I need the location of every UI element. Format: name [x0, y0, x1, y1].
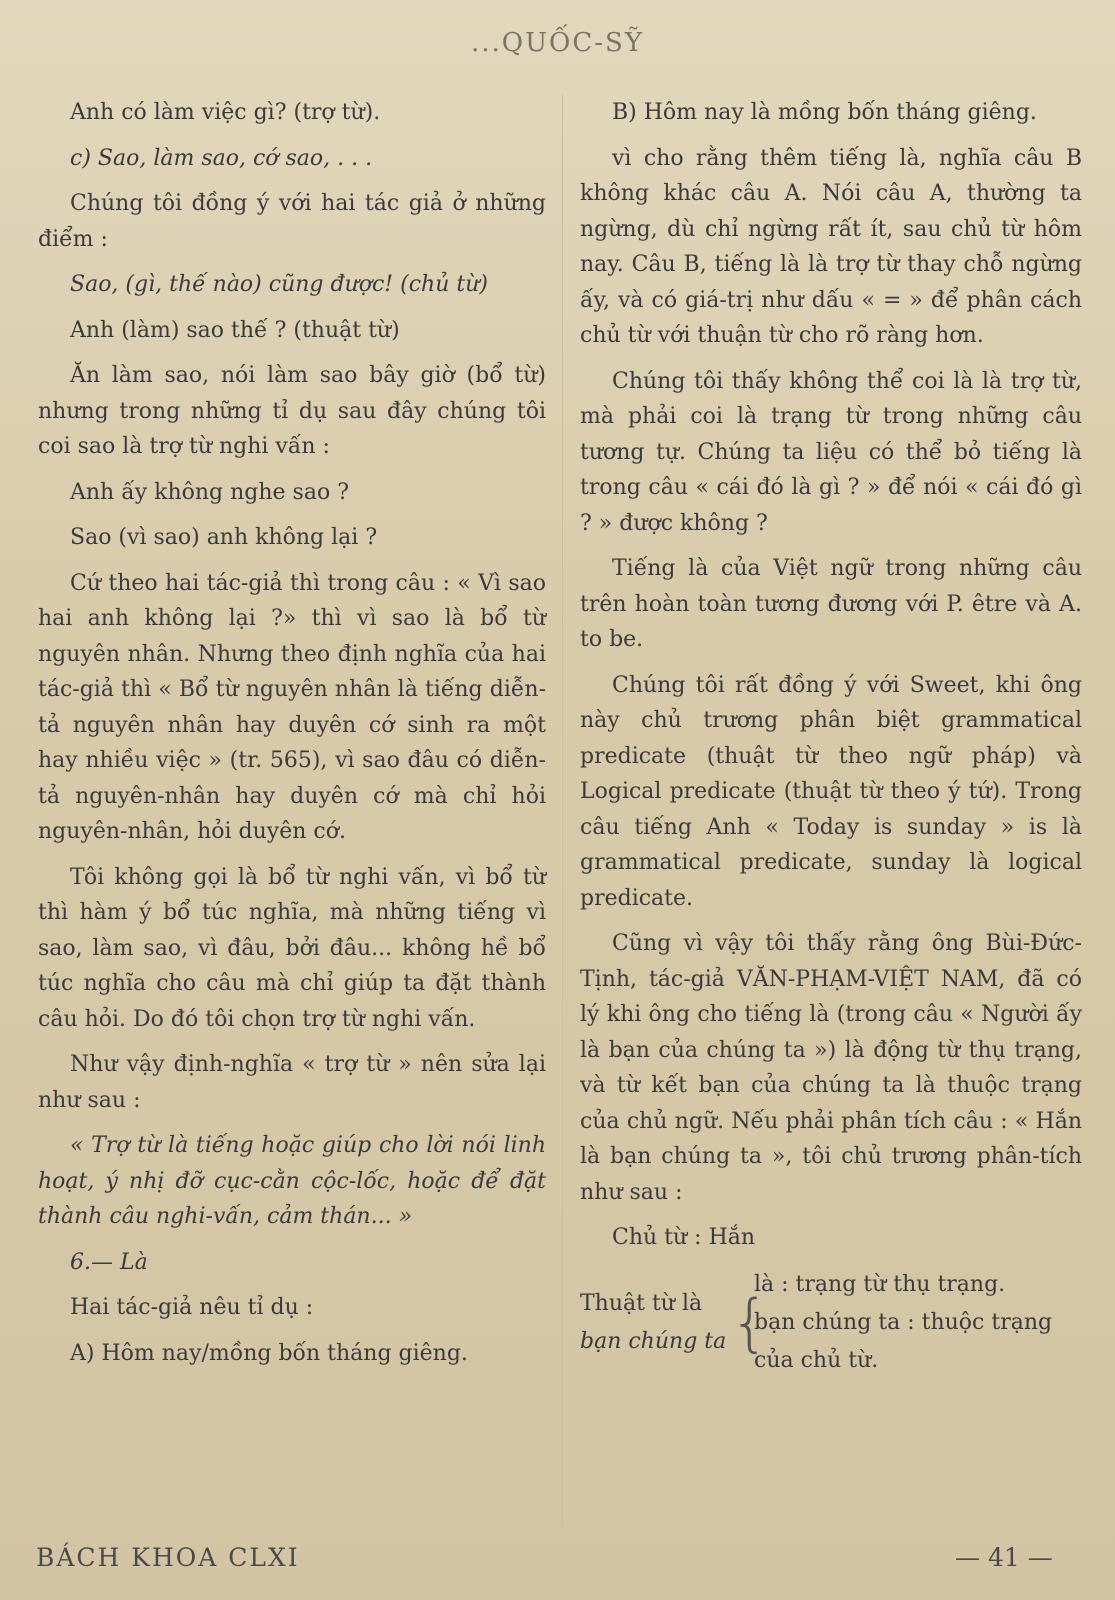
analysis-label: Thuật từ là: [580, 1290, 703, 1316]
page-number: — 41 —: [955, 1543, 1053, 1572]
paragraph: Sao (vì sao) anh không lại ?: [70, 525, 378, 550]
paragraph: Như vậy định-nghĩa « trợ từ » nên sửa lại như sau :: [38, 1052, 546, 1113]
paragraph: Anh có làm việc gì? (trợ từ).: [70, 100, 381, 125]
paragraph: Chúng tôi thấy không thể coi là là trợ từ, mà phải coi là trạng từ trong những câu tương tự. Chúng ta liệu có thể bỏ tiếng là trong câu « cái đó là gì ? » để nói « cái đó gì ? » được không ?: [580, 368, 1082, 536]
left-column: [38, 95, 546, 1381]
paragraph: Chủ từ : Hắn: [612, 1225, 756, 1250]
paragraph: Chúng tôi đồng ý với hai tác giả ở những điểm :: [38, 191, 546, 252]
paragraph: vì cho rằng thêm tiếng là, nghĩa câu B không khác câu A. Nói câu A, thường ta ngừng, dù chỉ ngừng rất ít, sau chủ từ hôm nay. Câu B, tiếng là là trợ từ thay chỗ ngừng ấy, và có giá-trị như dấu « = » để phân cách chủ từ với thuận từ cho rõ ràng hơn.: [580, 145, 1082, 348]
definition-quote: « Trợ từ là tiếng hoặc giúp cho lời nói linh hoạt, ý nhị đỡ cục-cằn cộc-lốc, hoặc để đặt thành câu nghi-vấn, cảm thán... »: [38, 1133, 546, 1229]
column-divider: [562, 95, 563, 1525]
paragraph: Ăn làm sao, nói làm sao bây giờ (bổ từ) nhưng trong những tỉ dụ sau đây chúng tôi coi sao là trợ từ nghi vấn :: [38, 363, 546, 459]
paragraph: Tôi không gọi là bổ từ nghi vấn, vì bổ từ thì hàm ý bổ túc nghĩa, mà những tiếng vì sao, làm sao, vì đâu, bởi đâu... không hề bổ túc nghĩa cho câu mà chỉ giúp ta đặt thành câu hỏi. Do đó tôi chọn trợ từ nghi vấn.: [38, 864, 546, 1032]
paragraph: Anh ấy không nghe sao ?: [70, 479, 349, 505]
running-header: ...QUỐC-SỸ: [471, 28, 644, 58]
paragraph: Anh (làm) sao thế ? (thuật từ): [70, 317, 400, 343]
paragraph: Sao, (gì, thế nào) cũng được! (chủ từ): [70, 272, 488, 297]
paragraph: Chúng tôi rất đồng ý với Sweet, khi ông này chủ trương phân biệt grammatical predicate (thuật từ theo ngữ pháp) và Logical predicate (thuật từ theo ý tứ). Trong câu tiếng Anh « Today is sunday » is là grammatical predicate, sunday là logical predicate.: [580, 672, 1082, 911]
right-column: [580, 95, 1082, 1380]
paragraph: Cứ theo hai tác-giả thì trong câu : « Vì sao hai anh không lại ?» thì vì sao là bổ từ nguyên nhân. Nhưng theo định nghĩa của hai tác-giả thì « Bổ từ nguyên nhân là tiếng diễn-tả nguyên nhân hay duyên cớ sinh ra một hay nhiều việc » (tr. 565), vì sao đâu có diễn-tả nguyên-nhân hay duyên cớ mà chỉ hỏi nguyên-nhân, hỏi duyên cớ.: [38, 570, 546, 844]
analysis-definition: bạn chúng ta : thuộc trạng của chủ từ.: [754, 1309, 1053, 1373]
analysis-block: [580, 1266, 1082, 1380]
paragraph: c) Sao, làm sao, cớ sao, . . .: [70, 145, 373, 171]
paragraph: B) Hôm nay là mồng bốn tháng giêng.: [612, 100, 1037, 125]
analysis-label: bạn chúng ta: [580, 1328, 727, 1354]
analysis-right: [754, 1266, 1082, 1380]
section-heading: 6.— Là: [70, 1249, 148, 1275]
magazine-name: BÁCH KHOA CLXI: [36, 1543, 300, 1572]
analysis-left: [580, 1285, 730, 1361]
paragraph: A) Hôm nay/mồng bốn tháng giêng.: [70, 1340, 468, 1366]
analysis-definition: là : trạng từ thụ trạng.: [754, 1271, 1006, 1297]
paragraph: Cũng vì vậy tôi thấy rằng ông Bùi-Đức-Tịnh, tác-giả VĂN-PHẠM-VIỆT NAM, đã có lý khi ông cho tiếng là (trong câu « Người ấy là bạn của chúng ta ») là động từ thụ trạng, và từ kết bạn của chúng ta là thuộc trạng của chủ ngữ. Nếu phải phân tích câu : « Hắn là bạn chúng ta », tôi chủ trương phân-tích như sau :: [580, 931, 1082, 1205]
paragraph: Hai tác-giả nêu tỉ dụ :: [70, 1295, 314, 1320]
brace-glyph: {: [730, 1285, 770, 1359]
paragraph: Tiếng là của Việt ngữ trong những câu trên hoàn toàn tương đương với P. être và A. to be.: [580, 556, 1082, 652]
